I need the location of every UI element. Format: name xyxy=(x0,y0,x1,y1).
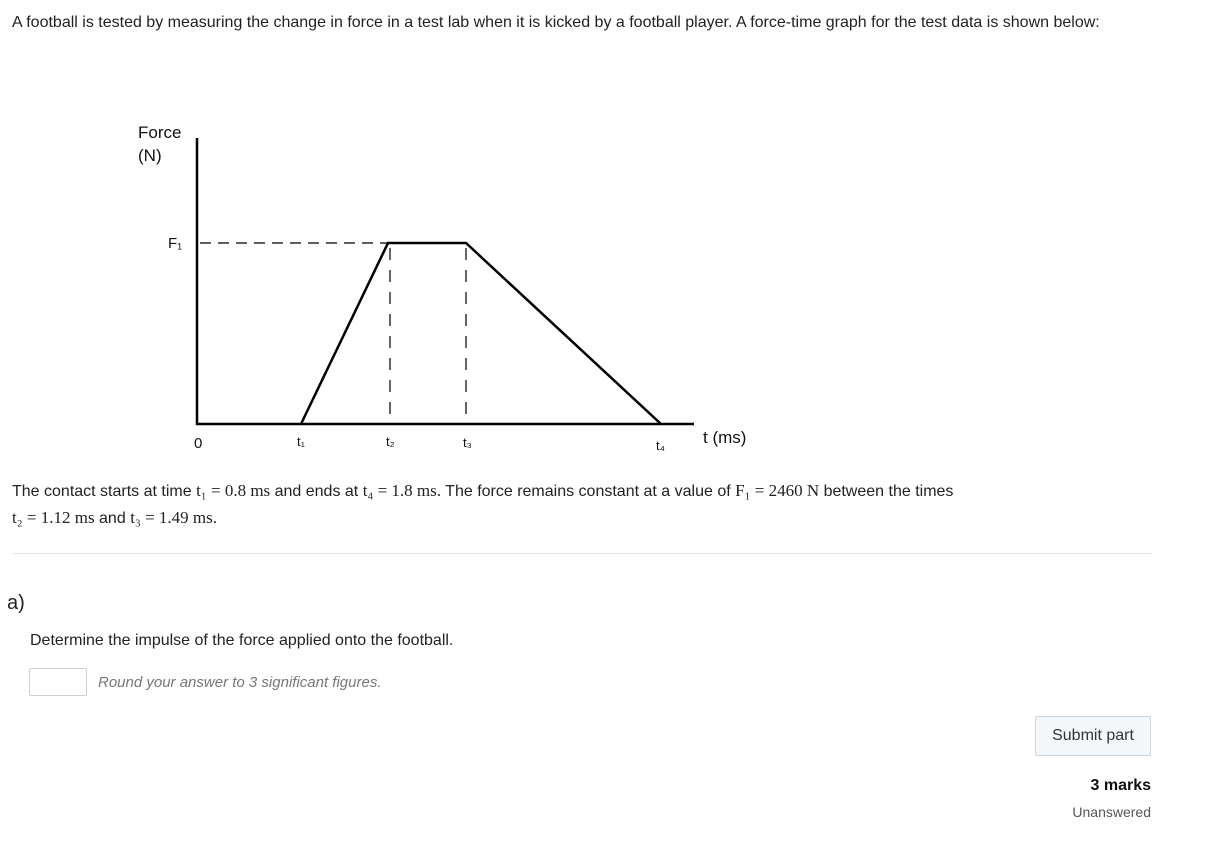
y-axis-label-line1: Force xyxy=(138,123,182,142)
section-divider xyxy=(12,553,1152,554)
math-t2: t₂ = 1.12 ms xyxy=(12,508,95,527)
x-tick-label-t3: t₃ xyxy=(463,435,472,450)
info-text-5: and xyxy=(99,510,126,527)
part-label: a) xyxy=(7,592,25,614)
math-f1: F₁ = 2460 N xyxy=(735,481,820,500)
info-text-3: The force remains constant at a value of xyxy=(445,483,731,500)
x-tick-label-0: 0 xyxy=(194,435,203,452)
y-axis-label-line2: (N) xyxy=(138,146,162,165)
answer-input[interactable] xyxy=(29,668,87,696)
x-axis-label: t (ms) xyxy=(703,428,747,447)
submit-part-button[interactable]: Submit part xyxy=(1035,716,1151,756)
x-tick-label-t2: t₂ xyxy=(386,434,395,449)
marks-label: 3 marks xyxy=(1090,777,1151,794)
rounding-hint: Round your answer to 3 significant figures. xyxy=(98,674,382,691)
math-t3: t₃ = 1.49 ms. xyxy=(130,508,218,527)
force-curve xyxy=(301,243,661,424)
info-text-1: The contact starts at time xyxy=(12,483,192,500)
info-text-4: between the times xyxy=(823,483,954,500)
question-intro: A football is tested by measuring the change in force in a test lab when it is kicked by a football player. A force-time graph for the test data is shown below: xyxy=(12,14,1100,31)
part-question: Determine the impulse of the force applied onto the football. xyxy=(30,632,454,649)
y-tick-label-f1: F₁ xyxy=(168,235,183,252)
info-text-2: and ends at xyxy=(274,483,359,500)
math-t4: t₄ = 1.8 ms. xyxy=(362,481,442,500)
x-tick-label-t1: t₁ xyxy=(297,434,305,449)
answer-status: Unanswered xyxy=(1072,804,1151,820)
math-t1: t₁ = 0.8 ms xyxy=(196,481,271,500)
given-values xyxy=(12,478,1112,532)
x-tick-label-t4: t₄ xyxy=(656,438,665,453)
